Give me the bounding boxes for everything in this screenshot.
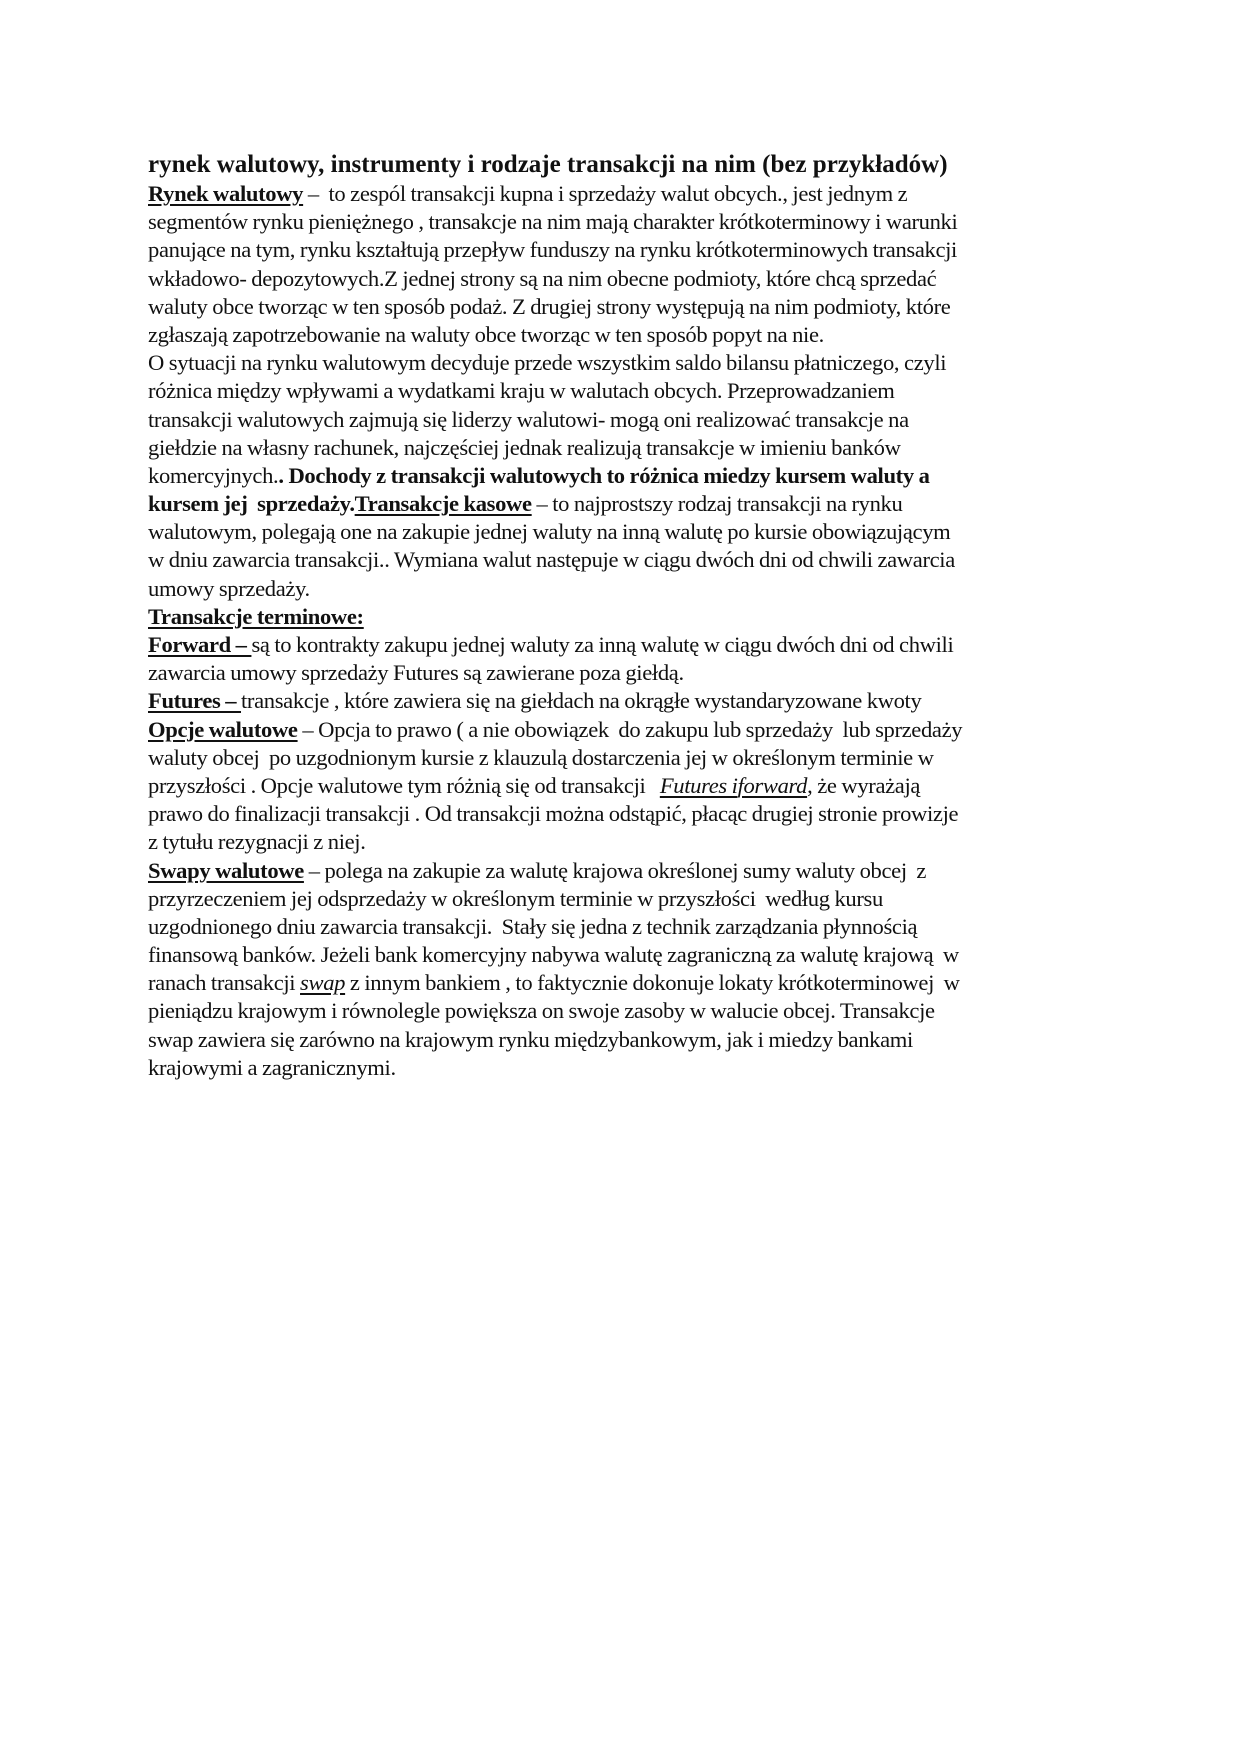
paragraph-line: w dniu zawarcia transakcji.. Wymiana walut następuje w ciągu dwóch dni od chwili zawarcia [148,547,955,573]
paragraph-line: waluty obce tworząc w ten sposób podaż. Z drugiej strony występują na nim podmioty, które [148,293,951,319]
paragraph-line: uzgodnionego dniu zawarcia transakcji. Stały się jedna z technik zarządzania płynnością [148,913,918,939]
paragraph-line: walutowym, polegają one na zakupie jednej waluty na inną walutę po kursie obowiązującym [148,519,951,545]
section-heading [148,603,1108,631]
paragraph-line: Forward – są to kontrakty zakupu jednej waluty za inną walutę w ciągu dwóch dni od chwili [148,632,954,657]
term-futures: Futures – [148,688,241,714]
paragraph-line: Futures – transakcje , które zawiera się na giełdach na okrągłe wystandaryzowane kwoty [148,688,922,714]
term-transakcje-terminowe: Transakcje terminowe: [148,603,364,629]
paragraph-line: umowy sprzedaży. [148,575,310,601]
paragraph-line: Swapy walutowe – polega na zakupie za walutę krajowa określonej sumy waluty obcej z [148,857,927,883]
paragraph-line: segmentów rynku pieniężnego , transakcje na nim mają charakter krótkoterminowy i warunki [148,209,958,235]
paragraph-line: pieniądzu krajowym i równolegle powiększa on swoje zasoby w walucie obcej. Transakcje [148,998,935,1024]
paragraph-line: ranach transakcji swap z innym bankiem , to faktycznie dokonuje lokaty krótkoterminowej w [148,970,960,996]
paragraph-line: przyrzeczeniem jej odsprzedaży w określonym terminie w przyszłości według kursu [148,885,883,911]
bold-statement: . Dochody z transakcji walutowych to różnica miedzy kursem waluty a [278,462,930,488]
paragraph-line: finansową banków. Jeżeli bank komercyjny nabywa walutę zagraniczną za walutę krajową w [148,942,959,968]
term-transakcje-kasowe: Transakcje kasowe [354,491,532,517]
term-swap-italic: swap [300,970,346,996]
paragraph-line: Rynek walutowy – to zespól transakcji kupna i sprzedaży walut obcych., jest jednym z [148,181,908,206]
paragraph-line: zawarcia umowy sprzedaży Futures są zawierane poza giełdą. [148,660,684,686]
paragraph-line: kursem jej sprzedaży.Transakcje kasowe – to najprostszy rodzaj transakcji na rynku [148,491,903,517]
paragraph-line: prawo do finalizacji transakcji . Od transakcji można odstąpić, płacąc drugiej stronie prowizje [148,801,959,827]
paragraph-line: różnica między wpływami a wydatkami kraju w walutach obcych. Przeprowadzaniem [148,378,895,404]
term-rynek-walutowy: Rynek walutowy [148,181,304,206]
paragraph-line: przyszłości . Opcje walutowe tym różnią się od transakcji Futures iforward, że wyrażają [148,772,921,798]
term-swapy-walutowe: Swapy walutowe [148,857,304,883]
paragraph-line: zgłaszają zapotrzebowanie na waluty obce tworząc w ten sposób popyt na nie. [148,321,824,347]
paragraph-line: wkładowo- depozytowych.Z jednej strony są na nim obecne podmioty, które chcą sprzedać [148,265,937,291]
paragraph-line: Opcje walutowe – Opcja to prawo ( a nie obowiązek do zakupu lub sprzedaży lub sprzedaży [148,716,963,742]
paragraph-line: giełdzie na własny rachunek, najczęściej jednak realizują transakcje w imieniu banków [148,434,901,460]
term-opcje-walutowe: Opcje walutowe [148,716,298,742]
paragraph-line: krajowymi a zagranicznymi. [148,1054,396,1080]
term-forward-italic: forward [737,772,808,798]
paragraph-line: swap zawiera się zarówno na krajowym rynku międzybankowym, jak i miedzy bankami [148,1026,913,1052]
paragraph-line: O sytuacji na rynku walutowym decyduje przede wszystkim saldo bilansu płatniczego, czyli [148,350,947,376]
document-title: rynek walutowy, instrumenty i rodzaje transakcji na nim (bez przykładów) [148,151,948,178]
paragraph-line: waluty obcej po uzgodnionym kursie z klauzulą dostarczenia jej w określonym terminie w [148,744,934,770]
term-forward: Forward – [148,632,252,657]
paragraph-line: komercyjnych.. Dochody z transakcji walutowych to różnica miedzy kursem waluty a [148,462,930,488]
term-futures-italic: Futures i [659,772,738,798]
paragraph-line: panujące na tym, rynku kształtują przepływ funduszy na rynku krótkoterminowych transakcji [148,237,957,263]
document-page [148,150,1108,1082]
paragraph-line: transakcji walutowych zajmują się liderzy walutowi- mogą oni realizować transakcje na [148,406,909,432]
paragraph-line: z tytułu rezygnacji z niej. [148,829,366,855]
